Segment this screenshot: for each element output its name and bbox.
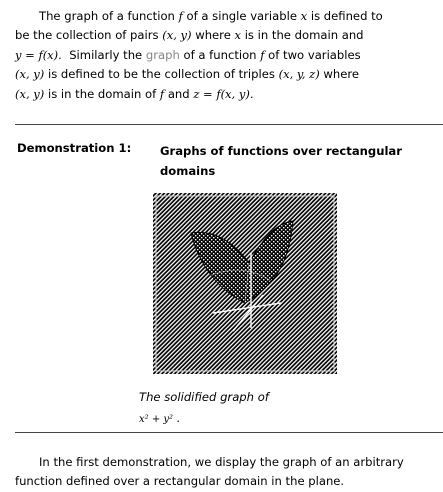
math-triple: (x, y, z): [278, 67, 320, 82]
math-pair: (x, y): [15, 86, 45, 101]
figure-caption: [139, 387, 269, 430]
math-x: x: [300, 9, 308, 23]
intro-text: is in the domain and: [244, 28, 364, 43]
outro-text: In the first demonstration, we display the graph of an arbitrary function defined over a rectangular domain in the plane.: [15, 455, 404, 489]
intro-text: is defined to be the collection of triples: [47, 67, 275, 82]
intro-text: where: [195, 28, 231, 43]
surface-graph-svg: [153, 193, 337, 374]
caption-text: The solidified graph of: [139, 390, 269, 404]
intro-text: of a single variable: [186, 9, 297, 23]
intro-text: Similarly the: [69, 47, 143, 62]
top-divider: [15, 124, 443, 125]
math-f: f: [159, 86, 165, 101]
math-equation: y = f(x).: [15, 47, 62, 62]
demo-label: Demonstration 1:: [17, 141, 132, 155]
caption-math: x² + y²: [139, 414, 174, 425]
intro-text: is defined to: [310, 9, 383, 23]
surface-graph-image[interactable]: [153, 193, 337, 374]
math-f: f: [178, 9, 183, 23]
math-pair: (x, y): [15, 67, 45, 82]
intro-text: is in the domain of: [47, 86, 157, 101]
intro-text: and: [167, 86, 190, 101]
intro-paragraph: [15, 7, 430, 104]
math-x: x: [234, 28, 242, 43]
demo-title: Graphs of functions over rectangular domains: [160, 144, 402, 178]
intro-text: of two variables: [268, 47, 361, 62]
graph-link[interactable]: graph: [145, 47, 180, 62]
outro-paragraph: [15, 453, 430, 492]
intro-text: where: [323, 67, 360, 82]
caption-period: .: [176, 411, 181, 425]
bottom-divider: [15, 432, 443, 433]
math-equation: z = f(x, y).: [193, 86, 254, 101]
math-pair: (x, y): [162, 28, 192, 43]
math-f: f: [260, 47, 265, 62]
intro-text: of a function: [183, 47, 257, 62]
intro-text: The graph of a function: [39, 9, 175, 23]
intro-text: be the collection of pairs: [15, 28, 159, 43]
